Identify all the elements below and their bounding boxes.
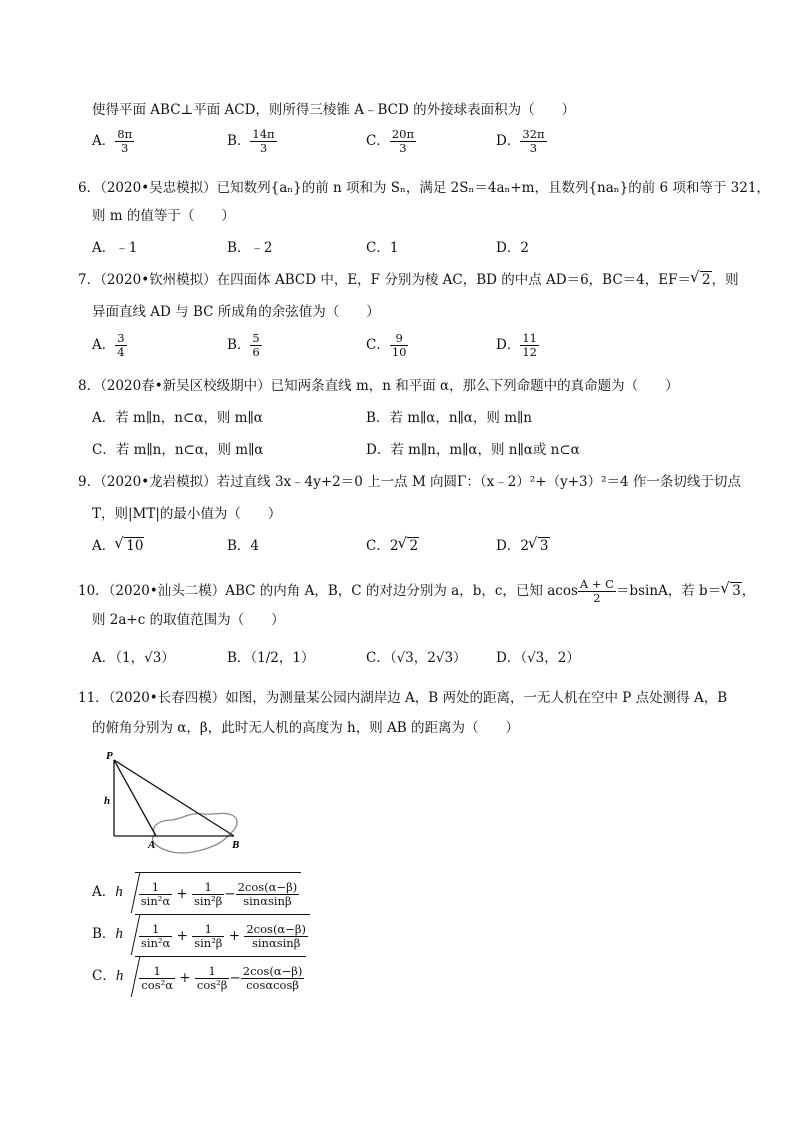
var-h: h: [115, 968, 124, 984]
q11-option-c: [92, 956, 306, 997]
numerator: 3: [117, 331, 125, 345]
fraction: [192, 923, 224, 950]
option-letter: A．: [92, 884, 116, 900]
option-letter: B．: [227, 538, 251, 554]
denominator: sin²α: [140, 936, 171, 950]
denominator: 6: [252, 345, 260, 359]
label-p: P: [106, 750, 113, 762]
denominator: 10: [391, 345, 407, 359]
q10-text-c: ，: [741, 583, 756, 599]
q10-line2: 则 2a+c 的取值范围为（ ）: [92, 612, 285, 628]
q7-option-d: [496, 332, 539, 359]
numerator: 2cos(α−β): [242, 964, 303, 978]
numerator: 9: [390, 332, 409, 346]
fraction: [139, 923, 172, 950]
option-letter: D．: [496, 133, 521, 149]
q10-option-a: A．（1，√3）: [92, 650, 175, 666]
sqrt-value: √ 10: [124, 537, 144, 554]
option-letter: C．: [366, 538, 390, 554]
q6-option-a: A．﹣1: [92, 240, 138, 256]
q8-line1: 8．（2020春•新吴区校级期中）已知两条直线 m，n 和平面 α，那么下列命题中的真命题为（ ）: [78, 378, 679, 394]
operator: −: [229, 970, 241, 986]
numerator: 14π: [252, 127, 275, 141]
denominator: sin²α: [140, 894, 171, 908]
numerator: 5: [252, 331, 260, 345]
numerator: 8π: [117, 127, 133, 141]
fraction: [115, 332, 126, 359]
q9-option-d: [496, 536, 550, 556]
label-h: h: [104, 795, 111, 807]
line-pb: [114, 760, 234, 836]
q11-option-a: [92, 872, 301, 913]
option-letter: B．: [227, 337, 251, 353]
q5-option-d: [496, 128, 547, 155]
q9-option-a: [92, 536, 144, 556]
q8-option-d: D．若 m∥n，m∥α，则 n∥α或 n⊂α: [366, 442, 580, 458]
q6-option-d: D．2: [496, 240, 529, 256]
sqrt-value: √ 3: [730, 582, 742, 599]
q6-line2: 则 m 的值等于（ ）: [92, 208, 235, 224]
fraction: [241, 965, 305, 992]
q8-option-c: C．若 m∥n，n⊂α，则 m∥α: [92, 442, 264, 458]
q11-option-b: [92, 914, 310, 955]
numerator: A + C: [579, 577, 614, 591]
option-letter: D．: [496, 538, 521, 554]
numerator: 11: [522, 331, 537, 345]
q5-stem: 使得平面 ABC⊥平面 ACD，则所得三棱锥 A﹣BCD 的外接球表面积为（ ）: [92, 102, 576, 118]
denominator: 12: [522, 345, 537, 359]
sqrt-expression: $\frac{1}{\text{cos²α}}$ + $\frac{1}{\text{cos²β}}$ − $\frac{2\cos(\alpha-\beta)}{\cos\alpha\cos\beta}$: [135, 956, 306, 997]
numerator: 1: [192, 923, 224, 937]
denominator: 3: [121, 141, 129, 155]
option-letter: C．: [92, 968, 116, 984]
q10-text-b: ＝bsinA，若 b＝: [615, 583, 722, 599]
q7-line1-text: 7．（2020•钦州模拟）在四面体 ABCD 中，E，F 分别为棱 AC，BD 的中点 AD＝6，BC＝4，EF＝: [78, 272, 691, 288]
q9-option-c: [366, 536, 419, 556]
q6-option-b: B．﹣2: [227, 240, 273, 256]
option-coef: 2: [389, 538, 399, 554]
q10-option-b: B．（1/2，1）: [227, 650, 315, 666]
q8-option-b: B．若 m∥α，n∥α，则 m∥n: [366, 410, 532, 426]
denominator: cos²α: [141, 978, 173, 992]
numerator: 32π: [522, 127, 545, 141]
option-letter: C．: [366, 133, 390, 149]
option-letter: A．: [92, 337, 116, 353]
option-letter: B．: [92, 926, 116, 942]
fraction: [578, 578, 616, 605]
denominator: 3: [529, 141, 538, 155]
q9-line1: 9．（2020•龙岩模拟）若过直线 3x﹣4y+2＝0 上一点 M 向圆Γ：（x﹣2）²+（y+3）²＝4 作一条切线于切点: [78, 474, 741, 490]
denominator: 4: [117, 345, 125, 359]
numerator: 2cos(α−β): [246, 922, 306, 936]
q9-option-b: [227, 536, 259, 556]
denominator: sin²β: [194, 894, 223, 908]
q10-text-a: 10．（2020•汕头二模）ABC 的内角 A，B，C 的对边分别为 a，b，c，已知 acos: [78, 583, 578, 599]
q6-option-c: C．1: [366, 240, 399, 256]
option-letter: B．: [227, 133, 251, 149]
q10-line1: [78, 578, 755, 605]
fraction: [195, 965, 230, 992]
fraction: [236, 881, 300, 908]
numerator: 1: [192, 881, 224, 895]
q5-option-b: [227, 128, 277, 155]
denominator: sinαsinβ: [243, 894, 292, 908]
q7-option-c: [366, 332, 408, 359]
sqrt-expression: $\frac{1}{\text{sin²α}}$ + $\frac{1}{\text{sin²β}}$ − $\frac{2\cos(\alpha-\beta)}{\sin\alpha\sin\beta}$: [135, 872, 301, 913]
fraction: [250, 128, 276, 155]
fraction: [520, 128, 546, 155]
operator: +: [228, 928, 241, 944]
q10-option-c: C．（√3，2√3）: [366, 650, 467, 666]
sqrt-value: √ 3: [538, 537, 550, 554]
numerator: 1: [139, 923, 172, 937]
fraction: [139, 881, 172, 908]
fraction: [520, 332, 539, 359]
fraction: [244, 923, 308, 950]
option-value: 4: [250, 538, 260, 554]
option-letter: A．: [92, 538, 116, 554]
q8-option-a: A．若 m∥n，n⊂α，则 m∥α: [92, 410, 263, 426]
lake-outline: [152, 813, 240, 853]
numerator: 1: [139, 881, 172, 895]
q7-option-a: [92, 332, 127, 359]
drone-triangle-figure: [100, 748, 250, 858]
q7-line1: [78, 270, 739, 290]
fraction: [139, 965, 175, 992]
fraction: [192, 881, 224, 908]
denominator: sinαsinβ: [251, 936, 301, 950]
q6-line1: 6．（2020•吴忠模拟）已知数列{aₙ}的前 n 项和为 Sₙ，满足 2Sₙ＝4aₙ+m，且数列{naₙ}的前 6 项和等于 321，: [78, 180, 770, 196]
denominator: cos²β: [196, 978, 228, 992]
sqrt-value: √ 2: [700, 271, 712, 288]
fraction: [390, 128, 416, 155]
option-coef: 2: [520, 538, 529, 554]
q11-line2: 的俯角分别为 α，β，此时无人机的高度为 h，则 AB 的距离为（ ）: [92, 720, 519, 736]
label-b: B: [232, 839, 240, 851]
q5-option-a: [92, 128, 134, 155]
option-letter: C．: [366, 337, 390, 353]
fraction: [390, 332, 409, 359]
fraction: [115, 128, 134, 155]
denominator: 3: [259, 141, 268, 155]
q11-line1: 11．（2020•长春四模）如图，为测量某公园内湖岸边 A，B 两处的距离，一无人机在空中 P 点处测得 A，B: [78, 690, 728, 706]
numerator: 1: [139, 965, 175, 979]
option-letter: D．: [496, 337, 521, 353]
q10-option-d: D．（√3，2）: [496, 650, 580, 666]
denominator: 2: [593, 591, 601, 605]
denominator: cosαcosβ: [246, 978, 300, 992]
label-a: A: [148, 839, 156, 851]
sqrt-value: √ 2: [407, 537, 419, 554]
sqrt-expression: $\frac{1}{\text{sin²α}}$ + $\frac{1}{\text{sin²β}}$ + $\frac{2\cos(\alpha-\beta)}{\sin\alpha\sin\beta}$: [135, 914, 310, 955]
option-letter: A．: [92, 133, 116, 149]
denominator: 3: [399, 141, 407, 155]
var-h: h: [115, 926, 123, 942]
q5-option-c: [366, 128, 416, 155]
var-h: h: [115, 884, 123, 900]
line-pa: [114, 760, 156, 836]
q7-line1-tail: ，则: [711, 272, 739, 288]
q9-line2: T，则|MT|的最小值为（ ）: [92, 506, 282, 522]
operator: −: [224, 886, 236, 902]
fraction: [250, 332, 261, 359]
numerator: 20π: [391, 127, 415, 141]
q7-line2: 异面直线 AD 与 BC 所成角的余弦值为（ ）: [92, 304, 380, 320]
q7-option-b: [227, 332, 262, 359]
numerator: 1: [195, 965, 230, 979]
denominator: sin²β: [194, 936, 223, 950]
numerator: 2cos(α−β): [237, 880, 298, 894]
